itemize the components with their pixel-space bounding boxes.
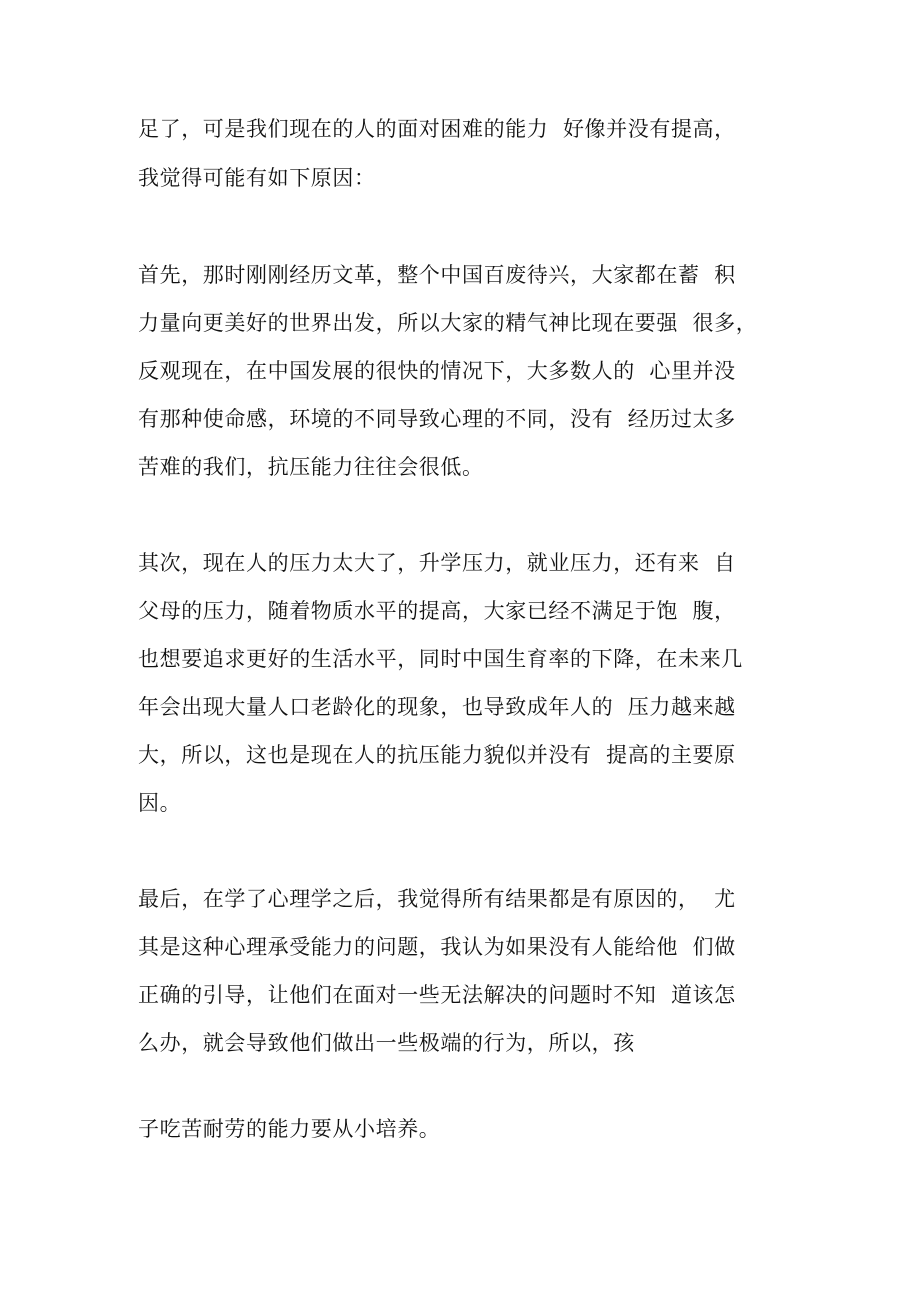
- paragraph-5-line-1: 子吃苦耐劳的能力要从小培养。: [138, 1117, 441, 1141]
- paragraph-4-line-4: 么办，就会导致他们做出一些极端的行为，所以，孩: [138, 1031, 635, 1055]
- paragraph-3-line-1: 其次，现在人的压力太大了，升学压力，就业压力，还有来 自: [138, 551, 736, 575]
- paragraph-3-line-6: 因。: [138, 791, 182, 815]
- paragraph-3-line-3: 也想要追求更好的生活水平，同时中国生育率的下降，在未来几: [138, 647, 743, 671]
- paragraph-2-line-5: 苦难的我们，抗压能力往往会很低。: [138, 455, 484, 479]
- paragraph-1-line-2: 我觉得可能有如下原因：: [138, 166, 376, 190]
- paragraph-2-line-2: 力量向更美好的世界出发，所以大家的精气神比现在要强 很多，: [138, 311, 758, 335]
- paragraph-2-line-4: 有那种使命感，环境的不同导致心理的不同，没有 经历过太多: [138, 407, 736, 431]
- paragraph-4-line-2: 其是这种心理承受能力的问题，我认为如果没有人能给他 们做: [138, 935, 736, 959]
- paragraph-2-line-3: 反观现在，在中国发展的很快的情况下，大多数人的 心里并没: [138, 359, 736, 383]
- paragraph-4-line-3: 正确的引导，让他们在面对一些无法解决的问题时不知 道该怎: [138, 983, 736, 1007]
- paragraph-3-line-2: 父母的压力，随着物质水平的提高，大家已经不满足于饱 腹，: [138, 599, 736, 623]
- paragraph-3-line-4: 年会出现大量人口老龄化的现象，也导致成年人的 压力越来越: [138, 695, 736, 719]
- paragraph-3-line-5: 大，所以，这也是现在人的抗压能力貌似并没有 提高的主要原: [138, 743, 736, 767]
- paragraph-2-line-1: 首先，那时刚刚经历文革，整个中国百废待兴，大家都在蓄 积: [138, 263, 736, 287]
- paragraph-4-line-1: 最后，在学了心理学之后，我觉得所有结果都是有原因的， 尤: [138, 887, 736, 911]
- paragraph-1-line-1: 足了，可是我们现在的人的面对困难的能力 好像并没有提高，: [138, 117, 736, 141]
